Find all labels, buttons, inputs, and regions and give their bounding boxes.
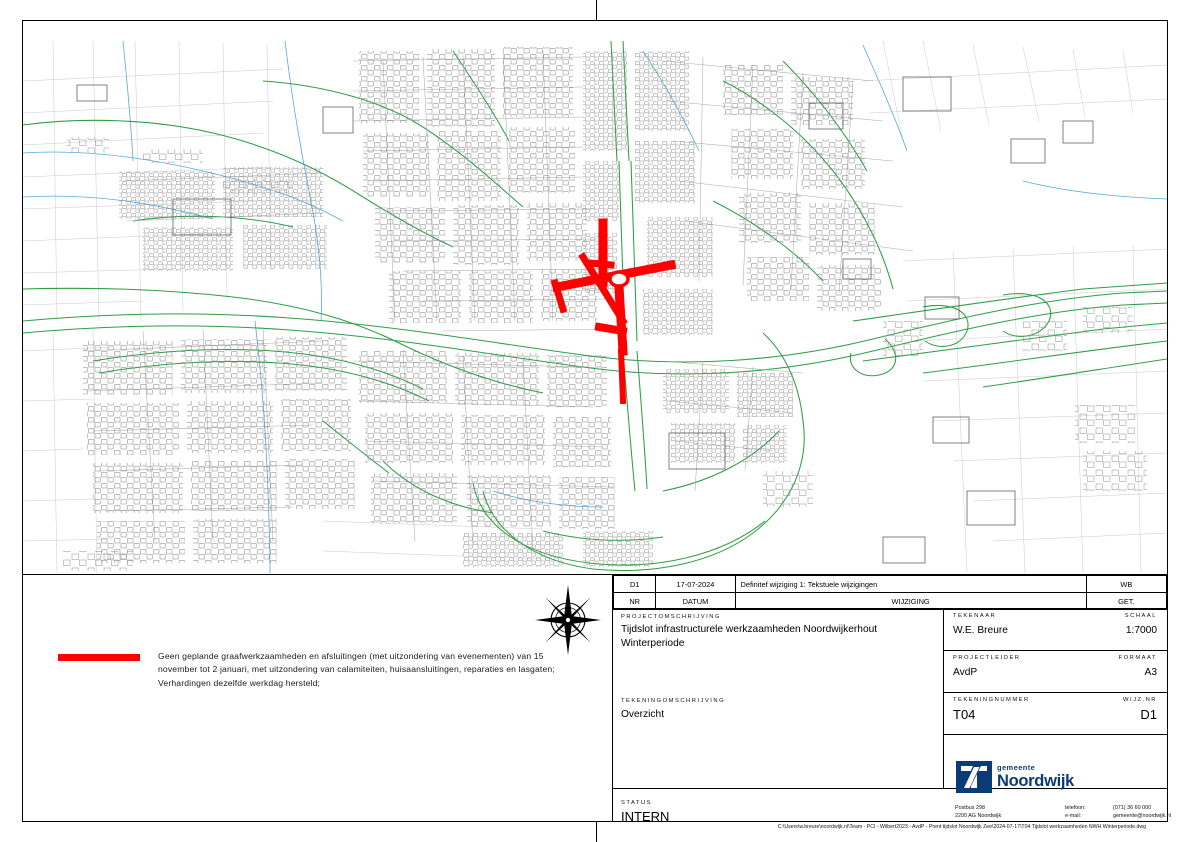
table-header-row [614,593,1167,610]
projectomschrijving-line1: Tijdslot infrastructurele werkzaamheden Noordwijkerhout [621,624,878,635]
legend-color-swatch [58,654,140,661]
postal-address [955,804,1001,820]
header-datum: DATUM [656,593,735,610]
formaat-label: FORMAAT [1118,655,1157,661]
title-block-panel [612,575,1171,824]
tekeningomschrijving-label: TEKENINGOMSCHRIJVING [621,698,726,704]
legend [58,650,598,690]
north-arrow-icon [531,583,605,657]
crop-mark-top [596,0,597,20]
revision-table [613,575,1167,610]
rule-r3 [943,734,1167,735]
header-wijziging: WIJZIGING [735,593,1086,610]
crop-mark-bottom [596,822,597,842]
formaat-value: A3 [1144,667,1157,678]
telephone-label: telefoon: [1065,805,1086,811]
email-label: e-mail: [1065,813,1082,820]
tekeningomschrijving-value: Overzicht [621,709,665,720]
tekenaar-value: W.E. Breure [953,625,1008,636]
tekenaar-label: TEKENAAR [953,613,997,619]
tekeningnummer-label: TEKENINGNUMMER [953,697,1030,703]
schaal-value: 1:7000 [1125,625,1157,636]
projectleider-value: AvdP [953,667,978,678]
wijznr-value: D1 [1140,707,1157,722]
map-canvas[interactable] [23,21,1167,575]
revision-initials: WB [1086,576,1166,593]
schaal-label: SCHAAL [1124,613,1157,619]
legend-panel [23,575,612,821]
revision-description: Definitef wijziging 1: Tekstuele wijzigingen [735,576,1086,593]
map-svg [23,21,1167,575]
address-line1: Postbus 298 [955,805,985,811]
status-value: INTERN [621,809,670,824]
logo-gemeente: gemeente [997,763,1036,772]
table-row [614,576,1167,593]
telephone-value: (071) 36 60 000 [1113,805,1152,811]
logo-noordwijk: Noordwijk [997,772,1075,790]
contact-details [1065,804,1171,820]
file-path-footer: C:\Users\w.breure\noordwijk.nl\Team - PCI - Wilbert2023 - AvdP - Prent tijdslot Noordwijk Zee\2024-07-17\T04 Tijdslot werkzaamheden NWH Winterperiode.dwg [777,824,1146,830]
revision-nr: D1 [614,576,656,593]
projectomschrijving-label: PROJECTOMSCHRIJVING [621,614,721,620]
legend-description: Geen geplande graafwerkzaamheden en afsluitingen (met uitzondering van evenementen) van 15 november tot 2 januari, met uitzondering van calamiteiten, huisaansluitingen, reparaties en lasgaten; Verhardingen dezelfde werkdag hersteld; [158,651,555,688]
revision-date: 17-07-2024 [656,576,735,593]
rule-top [613,608,1167,609]
email-value: gemeente@noordwijk.nl [1113,813,1171,820]
address-line2: 2200 AG Noordwijk [955,813,1002,820]
municipality-logo [955,760,1135,796]
wijznr-label: WIJZ.NR [1122,697,1157,703]
title-block [613,608,1171,824]
projectleider-label: PROJECTLEIDER [953,655,1021,661]
noordwijk-crest-icon [955,760,993,794]
rule-r2 [943,692,1167,693]
header-nr: NR [614,593,656,610]
rule-r1 [943,650,1167,651]
logo-text [997,763,1074,790]
title-block-divider [943,608,944,788]
projectomschrijving-line2: Winterperiode [621,637,685,649]
status-label: STATUS [621,800,653,806]
tekeningnummer-value: T04 [953,707,976,722]
header-get: GET. [1086,593,1166,610]
